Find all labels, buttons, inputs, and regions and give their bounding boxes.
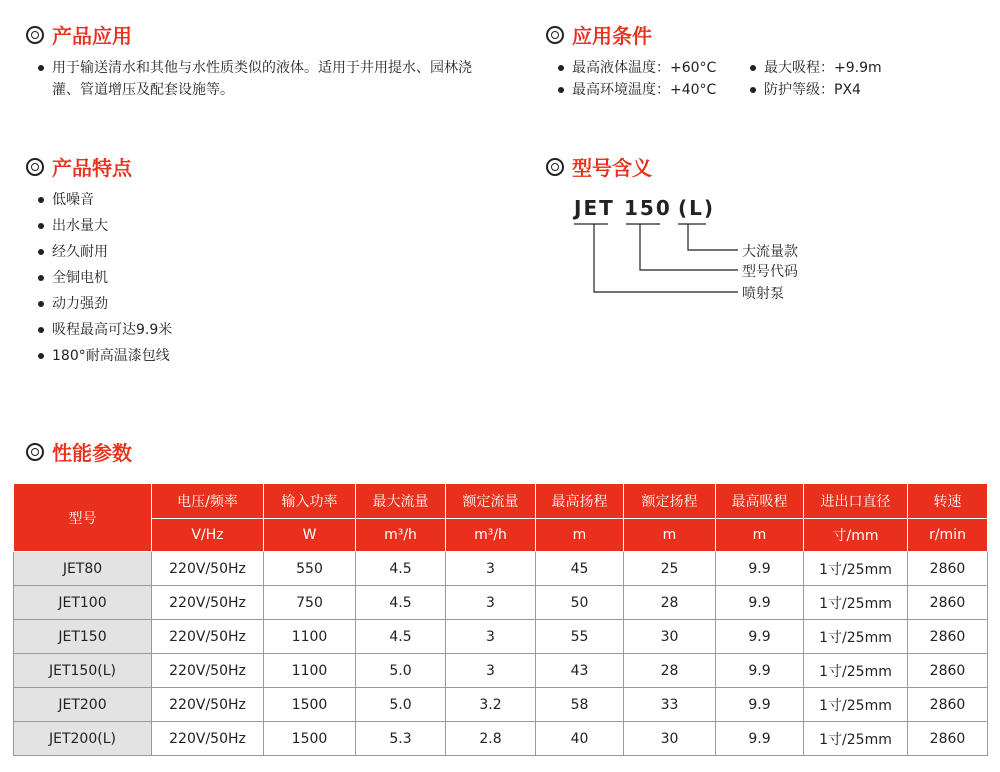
table-cell: 220V/50Hz — [152, 620, 264, 654]
callout-label-jet-pump: 喷射泵 — [742, 286, 784, 302]
double-circle-icon — [26, 443, 44, 461]
table-cell: 3 — [446, 586, 536, 620]
table-header-row — [14, 484, 988, 519]
table-cell: 30 — [624, 722, 716, 756]
table-cell: 9.9 — [716, 586, 804, 620]
unit-cell: W — [264, 519, 356, 552]
table-cell: 45 — [536, 552, 624, 586]
model-cell: JET80 — [14, 552, 152, 586]
table-cell: 2860 — [908, 620, 988, 654]
table-cell: 220V/50Hz — [152, 722, 264, 756]
table-cell: 3 — [446, 552, 536, 586]
unit-cell: V/Hz — [152, 519, 264, 552]
table-cell: 1寸/25mm — [804, 722, 908, 756]
model-cell: JET100 — [14, 586, 152, 620]
feature-text: 低噪音 — [52, 192, 94, 208]
table-cell: 750 — [264, 586, 356, 620]
section-title-text: 性能参数 — [52, 441, 132, 465]
table-cell: 220V/50Hz — [152, 688, 264, 722]
table-row — [14, 654, 988, 688]
table-cell: 28 — [624, 586, 716, 620]
table-cell: 1寸/25mm — [804, 620, 908, 654]
table-cell: 220V/50Hz — [152, 552, 264, 586]
table-cell: 1寸/25mm — [804, 552, 908, 586]
table-cell: 3.2 — [446, 688, 536, 722]
header-cell: 最大流量 — [356, 484, 446, 519]
section-title-text: 型号含义 — [572, 156, 652, 180]
model-cell: JET200(L) — [14, 722, 152, 756]
table-cell: 1寸/25mm — [804, 586, 908, 620]
unit-cell: m — [716, 519, 804, 552]
unit-cell: m³/h — [356, 519, 446, 552]
table-cell: 25 — [624, 552, 716, 586]
header-model: 型号 — [14, 484, 152, 552]
header-cell: 输入功率 — [264, 484, 356, 519]
table-cell: 1寸/25mm — [804, 654, 908, 688]
table-cell: 2860 — [908, 688, 988, 722]
unit-cell: m³/h — [446, 519, 536, 552]
section-title-text: 产品应用 — [52, 24, 132, 48]
table-cell: 43 — [536, 654, 624, 688]
model-code-suffix: (L) — [678, 196, 716, 220]
application-text: 用于输送清水和其他与水性质类似的液体。适用于井用提水、园林浇灌、管道增压及配套设施等。 — [52, 60, 472, 98]
table-cell: 1100 — [264, 654, 356, 688]
table-cell: 9.9 — [716, 552, 804, 586]
table-cell: 9.9 — [716, 620, 804, 654]
header-cell: 额定流量 — [446, 484, 536, 519]
header-cell: 电压/频率 — [152, 484, 264, 519]
feature-text: 经久耐用 — [52, 244, 108, 260]
table-cell: 2860 — [908, 552, 988, 586]
header-cell: 转速 — [908, 484, 988, 519]
table-cell: 55 — [536, 620, 624, 654]
performance-table — [13, 483, 988, 756]
table-cell: 50 — [536, 586, 624, 620]
table-cell: 1500 — [264, 722, 356, 756]
header-cell: 最高扬程 — [536, 484, 624, 519]
table-cell: 3 — [446, 620, 536, 654]
table-cell: 40 — [536, 722, 624, 756]
feature-text: 吸程最高可达9.9米 — [52, 322, 173, 338]
unit-cell: 寸/mm — [804, 519, 908, 552]
table-cell: 5.0 — [356, 688, 446, 722]
table-cell: 220V/50Hz — [152, 654, 264, 688]
model-cell: JET200 — [14, 688, 152, 722]
callout-label-model-code: 型号代码 — [742, 264, 798, 280]
condition-text: 防护等级：PX4 — [764, 82, 861, 98]
table-row — [14, 552, 988, 586]
section-title-performance — [26, 437, 132, 466]
table-row — [14, 688, 988, 722]
table-cell: 550 — [264, 552, 356, 586]
table-row — [14, 586, 988, 620]
table-cell: 2860 — [908, 586, 988, 620]
table-row — [14, 722, 988, 756]
section-title-text: 产品特点 — [52, 156, 132, 180]
table-cell: 28 — [624, 654, 716, 688]
table-cell: 1寸/25mm — [804, 688, 908, 722]
table-cell: 9.9 — [716, 688, 804, 722]
table-cell: 4.5 — [356, 620, 446, 654]
table-cell: 4.5 — [356, 552, 446, 586]
condition-text: 最高环境温度：+40°C — [572, 82, 717, 98]
header-cell: 进出口直径 — [804, 484, 908, 519]
table-cell: 4.5 — [356, 586, 446, 620]
table-cell: 1100 — [264, 620, 356, 654]
table-cell: 5.3 — [356, 722, 446, 756]
model-code-number: 150 — [624, 196, 672, 220]
table-cell: 58 — [536, 688, 624, 722]
table-cell: 2.8 — [446, 722, 536, 756]
table-cell: 30 — [624, 620, 716, 654]
table-row — [14, 620, 988, 654]
unit-cell: r/min — [908, 519, 988, 552]
table-cell: 33 — [624, 688, 716, 722]
model-cell: JET150(L) — [14, 654, 152, 688]
model-code-prefix: JET — [574, 196, 615, 220]
unit-cell: m — [536, 519, 624, 552]
callout-label-large-flow: 大流量款 — [742, 244, 798, 260]
table-cell: 9.9 — [716, 654, 804, 688]
feature-text: 全铜电机 — [52, 270, 108, 286]
condition-text: 最大吸程：+9.9m — [764, 60, 882, 76]
table-cell: 3 — [446, 654, 536, 688]
condition-text: 最高液体温度：+60°C — [572, 60, 717, 76]
feature-text: 动力强劲 — [52, 296, 108, 312]
header-cell: 额定扬程 — [624, 484, 716, 519]
table-cell: 2860 — [908, 722, 988, 756]
feature-text: 出水量大 — [52, 218, 108, 234]
table-unit-row — [14, 519, 988, 552]
table-cell: 2860 — [908, 654, 988, 688]
table-cell: 9.9 — [716, 722, 804, 756]
model-cell: JET150 — [14, 620, 152, 654]
section-title-text: 应用条件 — [572, 24, 652, 48]
table-cell: 5.0 — [356, 654, 446, 688]
table-cell: 1500 — [264, 688, 356, 722]
table-cell: 220V/50Hz — [152, 586, 264, 620]
unit-cell: m — [624, 519, 716, 552]
header-cell: 最高吸程 — [716, 484, 804, 519]
feature-text: 180°耐高温漆包线 — [52, 348, 170, 364]
